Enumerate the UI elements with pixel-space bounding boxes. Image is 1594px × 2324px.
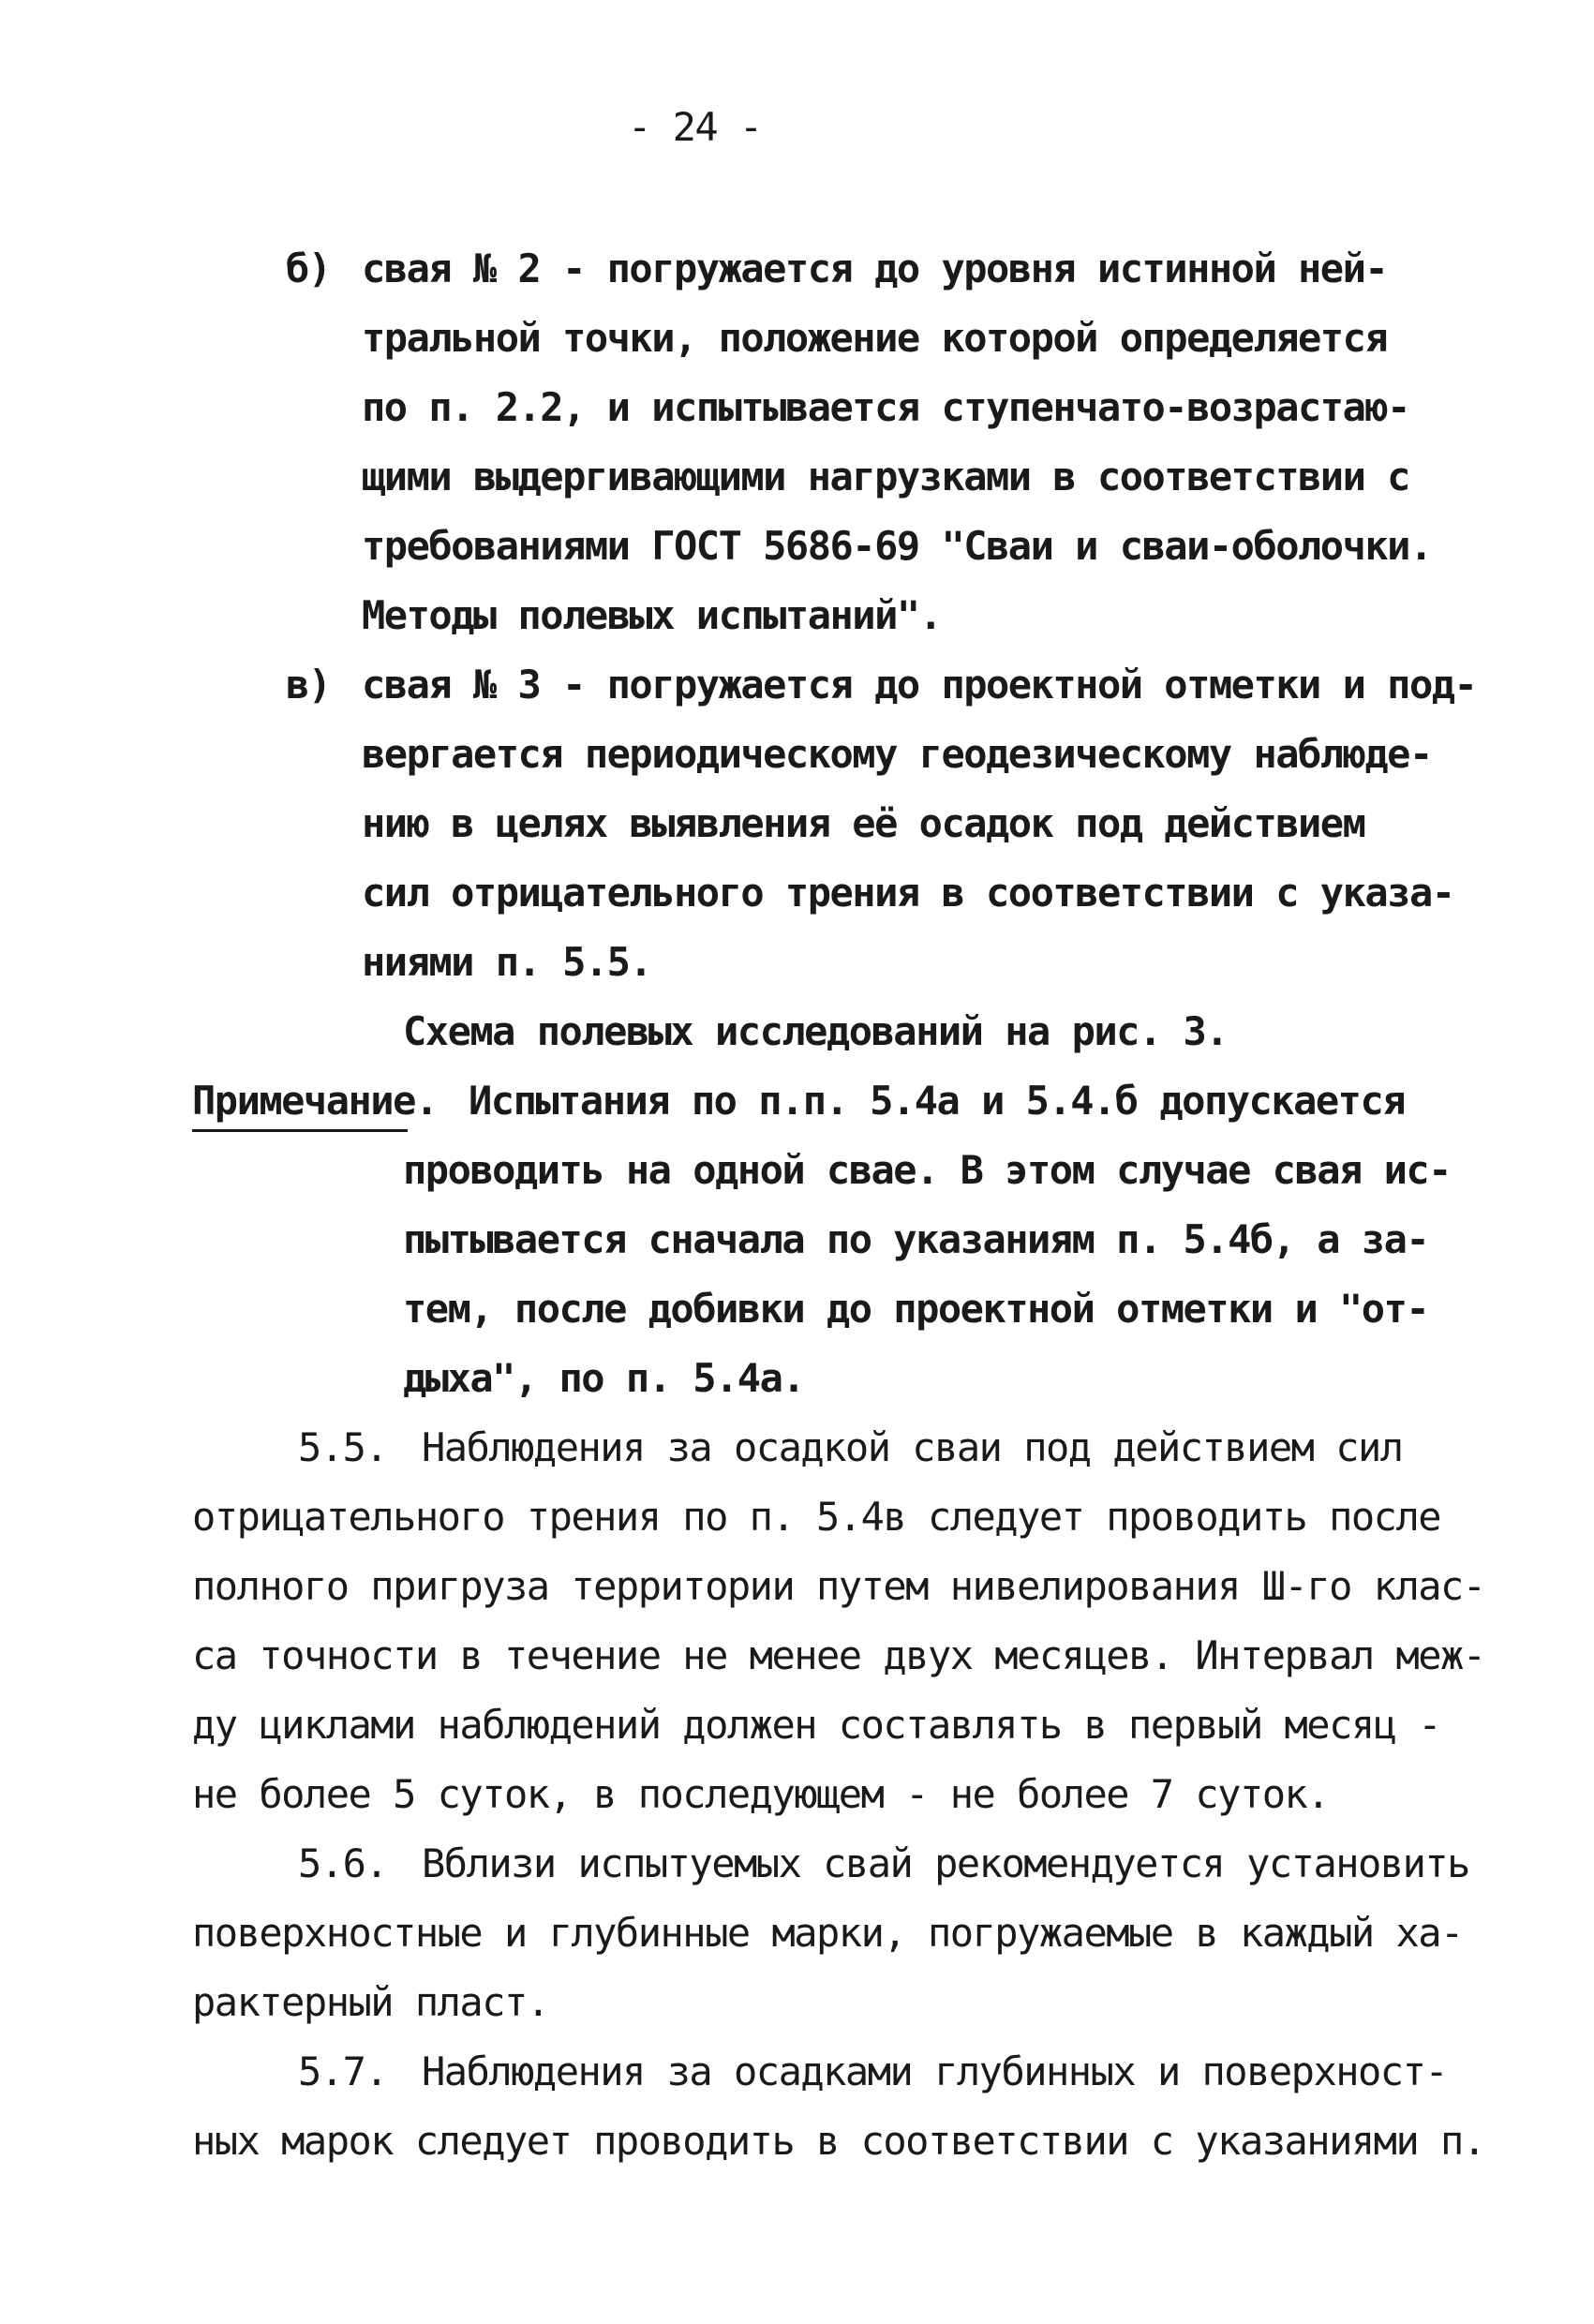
section-5-6-line: рактерный пласт. — [192, 1979, 549, 2025]
section-5-7-number: 5.7. — [298, 2048, 388, 2094]
section-5-5-line: отрицательного трения по п. 5.4в следует проводить после — [192, 1494, 1441, 1540]
section-5-6-line: поверхностные и глубинные марки, погружаемые в каждый ха- — [192, 1910, 1463, 1956]
item-b-line: требованиями ГОСТ 5686-69 "Сваи и сваи-оболочки. — [362, 523, 1432, 569]
note-first-line: Испытания по п.п. 5.4а и 5.4.б допускается — [469, 1078, 1406, 1124]
note-label-underline — [192, 1129, 408, 1132]
item-b-line: Методы полевых испытаний". — [362, 592, 942, 638]
note-line: дыха", по п. 5.4а. — [403, 1355, 805, 1401]
section-5-5-line: са точности в течение не менее двух месяцев. Интервал меж- — [192, 1632, 1485, 1678]
item-v-line: сил отрицательного трения в соответствии с указа- — [362, 870, 1454, 916]
item-v-line: ниями п. 5.5. — [362, 939, 652, 985]
section-5-7-line: ных марок следует проводить в соответствии с указаниями п. — [192, 2118, 1485, 2164]
item-v-line: свая № 3 - погружается до проектной отметки и под- — [362, 662, 1477, 708]
item-v-line: вергается периодическому геодезическому наблюде- — [362, 731, 1432, 777]
section-5-5-number: 5.5. — [298, 1424, 388, 1470]
note-line: проводить на одной свае. В этом случае свая ис- — [403, 1147, 1451, 1193]
item-b-line: свая № 2 - погружается до уровня истинной ней- — [362, 246, 1388, 291]
item-v-marker: в) — [286, 662, 331, 708]
note-label: Примечание. — [192, 1078, 438, 1124]
page-number: - 24 - — [628, 104, 762, 150]
item-b-line: щими выдергивающими нагрузками в соответствии с — [362, 454, 1409, 499]
note-line: тем, после добивки до проектной отметки и "от- — [403, 1286, 1429, 1332]
item-v-line: нию в целях выявления её осадок под действием — [362, 800, 1365, 846]
section-5-5-line: не более 5 суток, в последующем - не более 7 суток. — [192, 1771, 1330, 1817]
section-5-6-first-line: Вблизи испытуемых свай рекомендуется установить — [422, 1840, 1469, 1886]
section-5-7-first-line: Наблюдения за осадками глубинных и поверхност- — [422, 2048, 1448, 2094]
section-5-5-line: ду циклами наблюдений должен составлять в первый месяц - — [192, 1702, 1441, 1748]
section-5-5-first-line: Наблюдения за осадкой сваи под действием сил — [422, 1424, 1403, 1470]
section-5-5-line: полного пригруза территории путем нивелирования Ш-го клас- — [192, 1563, 1485, 1609]
scheme-line: Схема полевых исследований на рис. 3. — [403, 1008, 1229, 1054]
section-5-6-number: 5.6. — [298, 1840, 388, 1886]
note-line: пытывается сначала по указаниям п. 5.4б, а за- — [403, 1216, 1429, 1262]
item-b-line: по п. 2.2, и испытывается ступенчато-возрастаю- — [362, 384, 1409, 430]
item-b-line: тральной точки, положение которой определяется — [362, 315, 1388, 361]
item-b-marker: б) — [286, 246, 331, 291]
